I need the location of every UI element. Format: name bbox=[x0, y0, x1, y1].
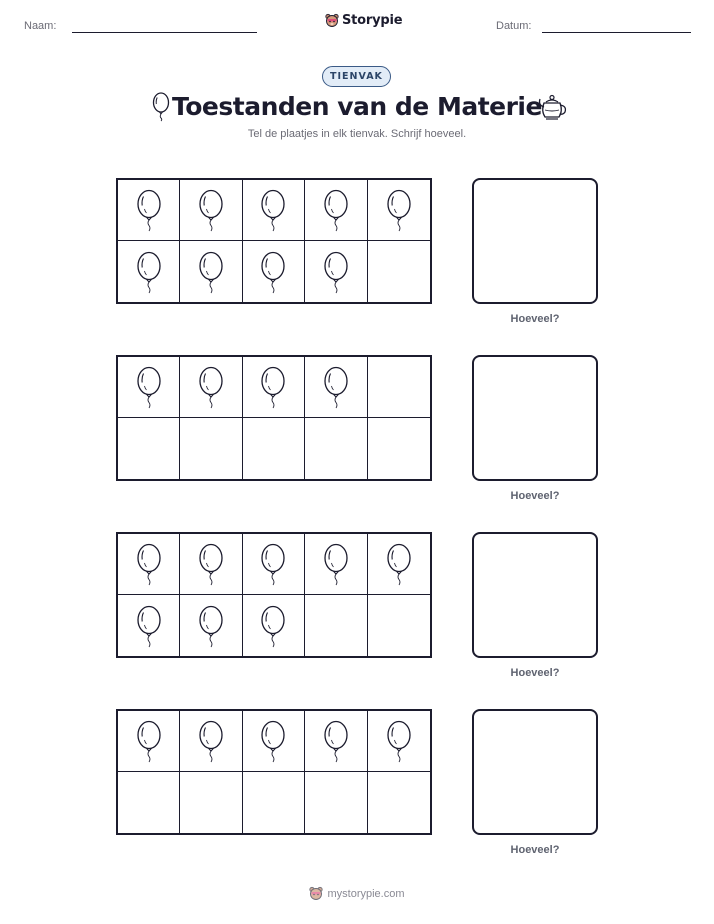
answer-box-2[interactable] bbox=[472, 355, 598, 481]
date-label: Datum: bbox=[496, 20, 532, 32]
frame-cell-filled bbox=[243, 595, 305, 656]
balloon-icon bbox=[196, 250, 226, 294]
frame-cell-empty bbox=[368, 241, 430, 302]
frame-cell-filled bbox=[118, 595, 180, 656]
answer-label-1: Hoeveel? bbox=[510, 313, 560, 325]
answer-box-1[interactable] bbox=[472, 178, 598, 304]
page-title: Toestanden van de Materie bbox=[172, 92, 542, 121]
frame-cell-filled bbox=[180, 180, 242, 241]
balloon-icon bbox=[258, 604, 288, 648]
balloon-icon bbox=[321, 542, 351, 586]
frame-cell-filled bbox=[305, 180, 367, 241]
frame-cell-filled bbox=[368, 534, 430, 595]
balloon-icon bbox=[134, 719, 164, 763]
balloon-icon bbox=[258, 188, 288, 232]
frame-cell-filled bbox=[243, 711, 305, 772]
frame-cell-empty bbox=[305, 595, 367, 656]
frame-cell-empty bbox=[118, 418, 180, 479]
frame-cell-filled bbox=[305, 711, 367, 772]
brand-logo bbox=[325, 13, 402, 28]
balloon-icon bbox=[134, 365, 164, 409]
frame-cell-filled bbox=[243, 241, 305, 302]
frame-cell-empty bbox=[305, 418, 367, 479]
frame-cell-empty bbox=[368, 772, 430, 833]
frame-cell-empty bbox=[118, 772, 180, 833]
frame-cell-filled bbox=[243, 534, 305, 595]
frame-cell-filled bbox=[118, 180, 180, 241]
frame-cell-filled bbox=[243, 357, 305, 418]
frame-cell-empty bbox=[305, 772, 367, 833]
frame-cell-empty bbox=[243, 772, 305, 833]
balloon-icon bbox=[196, 365, 226, 409]
frame-cell-filled bbox=[368, 711, 430, 772]
brand-name: Storypie bbox=[342, 13, 403, 28]
frame-cell-filled bbox=[368, 180, 430, 241]
frame-cell-filled bbox=[305, 357, 367, 418]
frame-cell-filled bbox=[118, 241, 180, 302]
frame-cell-filled bbox=[180, 534, 242, 595]
frame-cell-filled bbox=[118, 534, 180, 595]
storypie-bear-icon bbox=[325, 13, 339, 28]
frame-cell-empty bbox=[368, 595, 430, 656]
name-line[interactable] bbox=[72, 32, 257, 33]
balloon-icon bbox=[321, 250, 351, 294]
balloon-icon bbox=[134, 604, 164, 648]
balloon-icon bbox=[258, 542, 288, 586]
balloon-icon bbox=[321, 188, 351, 232]
balloon-icon bbox=[196, 542, 226, 586]
balloon-icon bbox=[384, 188, 414, 232]
teapot-icon bbox=[537, 93, 569, 121]
footer-url[interactable]: mystorypie.com bbox=[327, 887, 405, 900]
balloon-icon bbox=[258, 365, 288, 409]
frame-cell-filled bbox=[180, 241, 242, 302]
balloon-icon bbox=[258, 250, 288, 294]
storypie-bear-icon bbox=[309, 886, 323, 901]
frame-cell-filled bbox=[243, 180, 305, 241]
name-label: Naam: bbox=[24, 20, 57, 32]
frame-cell-empty bbox=[368, 418, 430, 479]
frame-cell-filled bbox=[118, 711, 180, 772]
ten-frame-4 bbox=[116, 709, 432, 835]
frame-cell-filled bbox=[305, 241, 367, 302]
topic-badge: TIENVAK bbox=[322, 66, 391, 87]
ten-frame-1 bbox=[116, 178, 432, 304]
balloon-icon bbox=[321, 719, 351, 763]
frame-cell-empty bbox=[243, 418, 305, 479]
frame-cell-filled bbox=[180, 711, 242, 772]
frame-cell-empty bbox=[180, 772, 242, 833]
balloon-icon bbox=[196, 604, 226, 648]
balloon-icon bbox=[384, 542, 414, 586]
date-line[interactable] bbox=[542, 32, 691, 33]
balloon-icon bbox=[321, 365, 351, 409]
frame-cell-filled bbox=[180, 357, 242, 418]
frame-cell-filled bbox=[180, 595, 242, 656]
frame-cell-empty bbox=[180, 418, 242, 479]
instructions: Tel de plaatjes in elk tienvak. Schrijf hoeveel. bbox=[247, 128, 467, 140]
frame-cell-filled bbox=[305, 534, 367, 595]
answer-label-3: Hoeveel? bbox=[510, 667, 560, 679]
answer-box-3[interactable] bbox=[472, 532, 598, 658]
answer-label-2: Hoeveel? bbox=[510, 490, 560, 502]
balloon-icon bbox=[134, 250, 164, 294]
footer bbox=[0, 886, 714, 901]
frame-cell-empty bbox=[368, 357, 430, 418]
frame-cell-filled bbox=[118, 357, 180, 418]
ten-frame-2 bbox=[116, 355, 432, 481]
answer-box-4[interactable] bbox=[472, 709, 598, 835]
balloon-icon bbox=[258, 719, 288, 763]
balloon-icon bbox=[196, 188, 226, 232]
answer-label-4: Hoeveel? bbox=[510, 844, 560, 856]
balloon-icon bbox=[134, 542, 164, 586]
balloon-icon bbox=[196, 719, 226, 763]
ten-frame-3 bbox=[116, 532, 432, 658]
balloon-icon bbox=[384, 719, 414, 763]
balloon-icon bbox=[134, 188, 164, 232]
